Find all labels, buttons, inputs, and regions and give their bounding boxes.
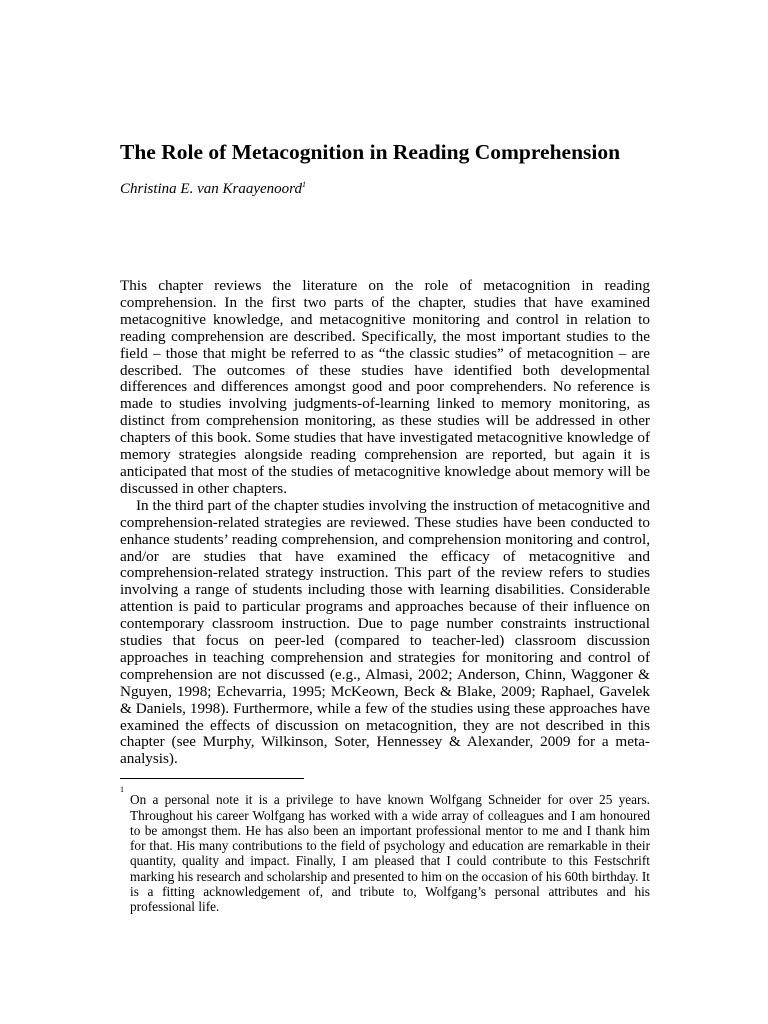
- paragraph-instruction: In the third part of the chapter studies involving the instruction of metacognitive and comprehension-related strategies are reviewed. These studies have been conducted to enhance students’ reading comprehension, and comprehension monitoring and control, and/or are studies that have examined the efficacy of metacognitive and comprehension-related strategy instruction. This part of the review refers to studies involving a range of students including those with learning disabilities. Considerable attention is paid to particular programs and approaches because of their influence on contemporary classroom instruction. Due to page number constraints instructional studies that focus on peer-led (compared to teacher-led) classroom discussion approaches in teaching comprehension and strategies for monitoring and control of comprehension are not discussed (e.g., Almasi, 2002; Anderson, Chinn, Waggoner & Nguyen, 1998; Echevarria, 1995; McKeown, Beck & Blake, 2009; Raphael, Gavelek & Daniels, 1998). Furthermore, while a few of the studies using these approaches have examined the effects of discussion on metacognition, they are not described in this chapter (see Murphy, Wilkinson, Soter, Hennessey & Alexander, 2009 for a meta-analysis).: [120, 496, 650, 768]
- author-line: [120, 180, 306, 198]
- footnote-divider: [120, 778, 304, 779]
- chapter-title: The Role of Metacognition in Reading Comprehension: [120, 140, 621, 164]
- paragraph-abstract: This chapter reviews the literature on the role of metacognition in reading comprehension. In the first two parts of the chapter, studies that have examined metacognitive knowledge, and metacognitive monitoring and control in relation to reading comprehension are described. Specifically, the most important studies to the field – those that might be referred to as “the classic studies” of metacognition – are described. The outcomes of these studies have identified both developmental differences and differences amongst good and poor comprehenders. No reference is made to studies involving judgments-of-learning linked to memory monitoring, as distinct from comprehension monitoring, as these studies will be addressed in other chapters of this book. Some studies that have investigated metacognitive knowledge of memory strategies alongside reading comprehension are reported, but again it is anticipated that most of the studies of metacognitive knowledge about memory will be discussed in other chapters.: [120, 277, 650, 497]
- footnote-text: On a personal note it is a privilege to have known Wolfgang Schneider for over 25 years. Throughout his career Wolfgang has worked with a wide array of colleagues and I am honoured to be amongst them. He has also been an important professional mentor to me and I thank him for that. His many contributions to the field of psychology and education are remarkable in their quantity, quality and impact. Finally, I am pleased that I could contribute to this Festschrift marking his research and scholarship and presented to him on the occasion of his 60th birthday. It is a fitting acknowledgement of, and tribute to, Wolfgang’s personal attributes and his professional life.: [130, 792, 650, 915]
- author-name: Christina E. van Kraayenoord: [120, 181, 302, 197]
- author-footnote-ref: 1: [301, 180, 306, 189]
- footnote: 1 On a personal note it is a privilege to have known Wolfgang Schneider for over 25 years. Throughout his career Wolfgang has worked with a wide array of colleagues and I am honoured to be amongst them. He has also been an important professional mentor to me and I thank him for that. His many contributions to the field of psychology and education are remarkable in their quantity, quality and impact. Finally, I am pleased that I could contribute to this Festschrift marking his research and scholarship and presented to him on the occasion of his 60th birthday. It is a fitting acknowledgement of, and tribute to, Wolfgang’s personal attributes and his professional life.: [120, 785, 650, 915]
- chapter-body: [120, 278, 650, 768]
